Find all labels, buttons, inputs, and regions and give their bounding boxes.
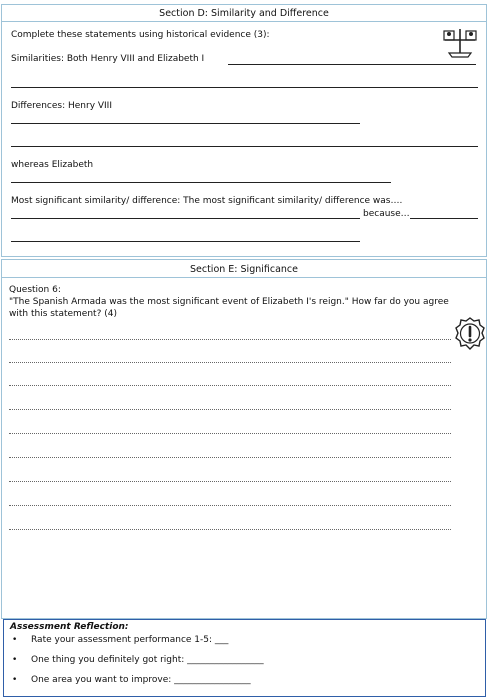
reflection-title: Assessment Reflection: (10, 622, 129, 632)
similarities-prompt: Similarities: Both Henry VIII and Elizabeth I (11, 54, 205, 64)
significant-line-1[interactable] (11, 218, 360, 219)
significant-line-2[interactable] (11, 241, 360, 242)
answer-line-5[interactable] (9, 433, 451, 434)
answer-line-1[interactable] (9, 339, 451, 340)
section-d-box (1, 4, 487, 257)
section-d-title: Section D: Similarity and Difference (159, 8, 329, 19)
bullet-2: • (12, 655, 18, 665)
significant-prompt: Most significant similarity/ difference: The most significant similarity/ difference was…. (11, 196, 403, 206)
differences-line-2[interactable] (11, 146, 478, 147)
section-d-instruction: Complete these statements using historical evidence (3): (11, 30, 270, 40)
differences-prompt: Differences: Henry VIII (11, 101, 112, 111)
answer-line-3[interactable] (9, 385, 451, 386)
similarities-line-2[interactable] (11, 87, 478, 88)
bullet-3: • (12, 675, 18, 685)
because-label: because… (363, 209, 410, 219)
because-line[interactable] (410, 218, 478, 219)
bullet-1: • (12, 635, 18, 645)
answer-line-7[interactable] (9, 481, 451, 482)
whereas-prompt: whereas Elizabeth (11, 160, 94, 170)
answer-line-2[interactable] (9, 362, 451, 363)
exclamation-badge-icon (453, 316, 487, 352)
answer-line-4[interactable] (9, 409, 451, 410)
whereas-line-1[interactable] (11, 182, 391, 183)
answer-line-8[interactable] (9, 505, 451, 506)
question-line-1: "The Spanish Armada was the most significant event of Elizabeth I's reign." How far do you agree (9, 297, 449, 307)
balance-scale-icon (441, 25, 479, 61)
question-line-2: with this statement? (4) (9, 309, 117, 319)
similarities-line-1[interactable] (228, 64, 476, 65)
answer-line-6[interactable] (9, 457, 451, 458)
question-label: Question 6: (9, 285, 61, 295)
reflection-item-1: Rate your assessment performance 1-5: ___ (31, 635, 229, 645)
answer-line-9[interactable] (9, 529, 451, 530)
reflection-item-3: One area you want to improve: _________________ (31, 675, 251, 685)
reflection-item-2: One thing you definitely got right: _________________ (31, 655, 264, 665)
section-e-title: Section E: Significance (189, 264, 299, 275)
differences-line-1[interactable] (11, 123, 360, 124)
